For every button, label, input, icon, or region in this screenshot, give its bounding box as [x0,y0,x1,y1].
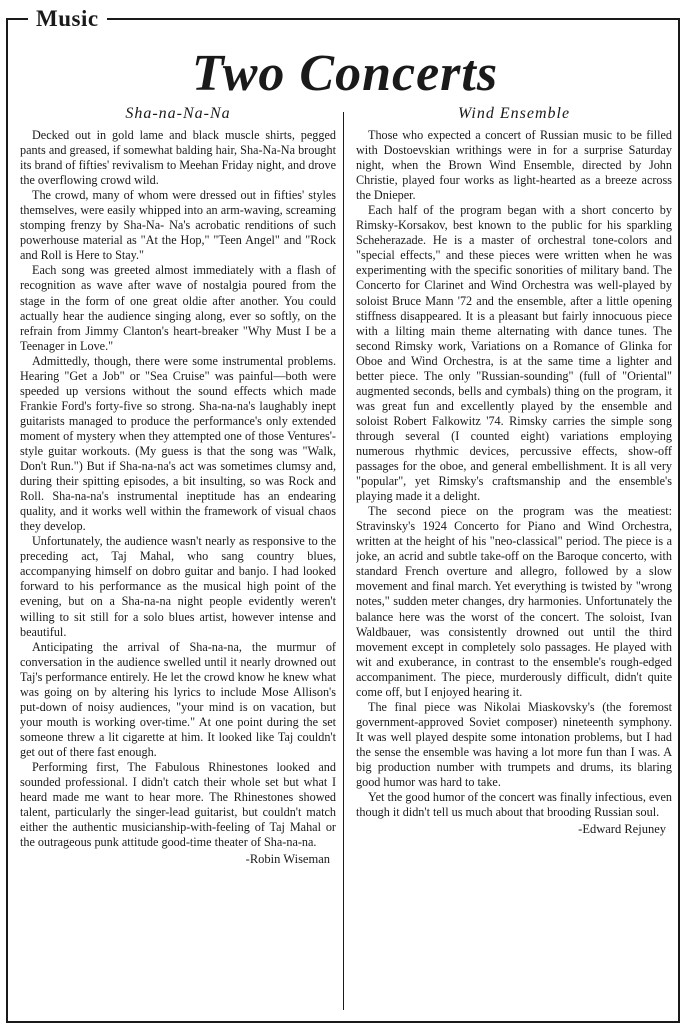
right-paragraph: Yet the good humor of the concert was finally infectious, even though it didn't tell us much about that brooding Russian soul. [356,790,672,820]
right-paragraph: The final piece was Nikolai Miaskovsky's (the foremost government-approved Soviet composer) nineteenth symphony. It was well played despite some intonation problems, but I had the sense the ensemble was having a lot more fun than I was. A big production number with trumpets and drums, its blaring good humor was hard to take. [356,699,672,790]
headline: Two Concerts [191,45,499,102]
right-paragraph: Each half of the program began with a short concerto by Rimsky-Korsakov, best known to the public for his sparkling Scheherazade. He is a master of orchestral tone-colors and "special effects," and these pieces were written when he was experimenting with the specific sonorities of military band. The Concerto for Clarinet and Wind Orchestra was well-played by soloist Bruce Mann '72 and the ensemble, after a little opening stiffness disappeared. It is a pleasant but fairly innocuous piece with a lilting main theme alternating with dance tunes. The second Rimsky work, Variations on a Romance of Glinka for Oboe and Wind Orchestra, is at the same time a lighter and better piece. The only "Russian-sounding" (full of "Oriental" augmented seconds, bells and cymbals) thing on the program, it was great fun and excellently played by the ensemble and soloist Robert Falkowitz '74. Rimsky carries the simple song through several (I counted eight) variations employing numerous rhythmic devices, percussive effects, show-off passages for the oboe, and general embellishment. It is all very "popular", yet Rimsky's craftsmanship and the ensemble's playing made it a delight. [356,203,672,504]
right-column-title: Wind Ensemble [457,105,571,122]
column-divider [343,112,344,1010]
right-paragraph: Those who expected a concert of Russian music to be filled with Dostoevskian writhings were in for a surprise Saturday night, when the Brown Wind Ensemble, directed by John Christie, played four works as light-hearted as a breeze across the Dnieper. [356,128,672,203]
left-paragraph: Anticipating the arrival of Sha-na-na, the murmur of conversation in the audience swelled until it nearly drowned out Taj's performance entirely. He let the crowd know he knew what was going on by altering his lyrics to include Mose Allison's put-down of noisy audiences, "your mind is on vacation, but your mouth is working over-time." At one point during the set someone threw a lit cigarette at him. It looked like Taj couldn't get out of there fast enough. [20,639,336,759]
section-label: Music [28,6,107,32]
right-paragraph: The second piece on the program was the meatiest: Stravinsky's 1924 Concerto for Piano and Wind Orchestra, written at the height of his "neo-classical" period. The piece is a joke, an acrid and subtle take-off on the Baroque concerto, with standard French overture and allegro, followed by a slow movement and final march. Yet everything is twisted by "wrong notes," sudden meter changes, dry harmonies. Unfortunately the balance here was the worst of the concert. The soloist, Ivan Waldbauer, was consistently drowned out until the third movement except in completely solo passages. He played with wit and exuberance, in contrast to the ensemble's rough-edged accompaniment. The piece, murderously difficult, didn't quite come off, but I enjoyed hearing it. [356,504,672,699]
right-byline: -Edward Rejuney [578,822,666,837]
left-paragraph: Each song was greeted almost immediately with a flash of recognition as wave after wave of nostalgia poured from the stage in the form of one great oldie after another. You could actually hear the audience singing along, ever so softly, on the refrain from Jimmy Clanton's heart-breaker "Why Must I be a Teenager in Love." [20,263,336,353]
left-column [20,104,336,1012]
left-column-title: Sha-na-Na-Na [125,105,231,122]
left-byline: -Robin Wiseman [245,852,330,867]
left-paragraph: Admittedly, though, there were some instrumental problems. Hearing "Get a Job" or "Sea Cruise" was painful—both were speeded up versions without the sound effects which made Frankie Ford's forty-five so strong. Sha-na-na's laughably inept guitarists managed to produce the performance's only extended moment of mystery when they attempted one of those Ventures'-style guitar workouts. (My guess is that the song was "Walk, Don't Run.") But if Sha-na-na's act was sometimes clumsy and, during their spitting episodes, a bit insulting, so was Rock and Roll. Sha-na-na's instrumental ineptitude has an endearing quality, and it works well within the framework of visual chaos they develop. [20,353,336,534]
left-paragraph: Performing first, The Fabulous Rhinestones looked and sounded professional. I didn't catch their whole set but what I heard made me want to hear more. The Rhinestones showed talent, particularly the singer-lead guitarist, but couldn't match either the authentic musicianship-with-feeling of Taj Mahal or the outrageous punk attitude good-time theater of Sha-na-na. [20,759,336,850]
right-column [356,104,672,1012]
left-paragraph: The crowd, many of whom were dressed out in fifties' styles themselves, were easily whipped into an arm-waving, screaming stomping frenzy by Sha-Na- Na's acrobatic renditions of such powerhouse material as "At the Hop," "Teen Angel" and "Rock and Roll is Here to Stay." [20,188,336,263]
left-paragraph: Unfortunately, the audience wasn't nearly as responsive to the preceding act, Taj Mahal, who sang country blues, accompanying himself on dobro guitar and banjo. I had looked forward to his performance as the musical high point of the evening, but on a Sha-na-na night people evidently weren't willing to sit still for a solo blues artist, however intense and beautiful. [20,534,336,639]
left-paragraph: Decked out in gold lame and black muscle shirts, pegged pants and greased, if somewhat balding hair, Sha-Na-Na brought its brand of fifties' revivalism to Meehan Friday night, and drove the overflowing crowd wild. [20,128,336,188]
